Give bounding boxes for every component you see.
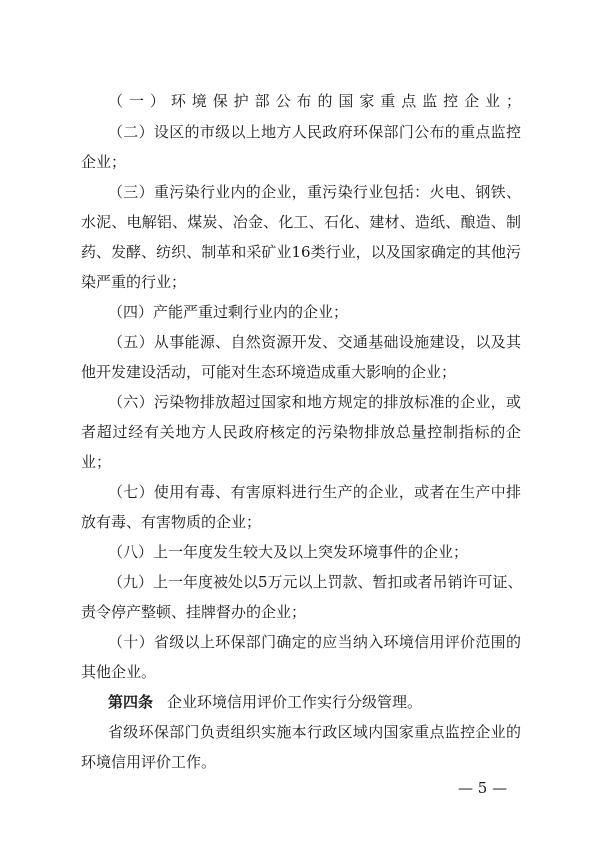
item-5-line-2: 他开发建设活动，可能对生态环境造成重大影响的企业；: [81, 363, 457, 381]
item-2-line-2: 企业；: [81, 153, 127, 171]
item-3-line-1: （三）重污染行业内的企业，重污染行业包括：火电、钢铁、: [108, 183, 521, 201]
item-7-line-1: （七）使用有毒、有害原料进行生产的企业，或者在生产中排: [108, 483, 521, 501]
article-4-text: 企业环境信用评价工作实行分级管理。: [167, 693, 423, 711]
item-6-line-3: 业；: [81, 453, 112, 471]
article-4-label: 第四条: [108, 693, 154, 711]
item-9-line-1: （九）上一年度被处以5万元以上罚款、暂扣或者吊销许可证、: [108, 573, 523, 591]
item-7-line-2: 放有毒、有害物质的企业；: [81, 513, 262, 531]
item-6-line-2: 者超过经有关地方人民政府核定的污染物排放总量控制指标的企: [81, 423, 521, 441]
item-5-line-1: （五）从事能源、自然资源开发、交通基础设施建设，以及其: [108, 333, 521, 351]
item-3-line-4: 染严重的行业；: [81, 273, 187, 291]
article-4-line: [108, 692, 521, 712]
item-2-line-1: （二）设区的市级以上地方人民政府环保部门公布的重点监控: [108, 123, 521, 141]
final-paragraph-line-1: 省级环保部门负责组织实施本行政区域内国家重点监控企业的: [108, 723, 521, 741]
item-6-line-1: （六）污染物排放超过国家和地方规定的排放标准的企业，或: [108, 393, 521, 411]
item-3-line-2: 水泥、电解铝、煤炭、冶金、化工、石化、建材、造纸、酿造、制: [81, 213, 521, 231]
item-9-line-2: 责令停产整顿、挂牌督办的企业；: [81, 603, 307, 621]
item-1-line: （一）环境保护部公布的国家重点监控企业；: [108, 92, 521, 110]
item-3-line-3: 药、发酵、纺织、制革和采矿业16类行业，以及国家确定的其他污: [81, 243, 521, 261]
item-4-line: （四）产能严重过剩行业内的企业；: [108, 303, 349, 321]
item-8-line: （八）上一年度发生较大及以上突发环境事件的企业；: [108, 543, 469, 561]
item-10-line-1: （十）省级以上环保部门确定的应当纳入环境信用评价范围的: [108, 633, 521, 651]
item-10-line-2: 其他企业。: [81, 663, 157, 681]
page-number: — 5 —: [458, 779, 508, 797]
final-paragraph-line-2: 环境信用评价工作。: [81, 753, 217, 771]
